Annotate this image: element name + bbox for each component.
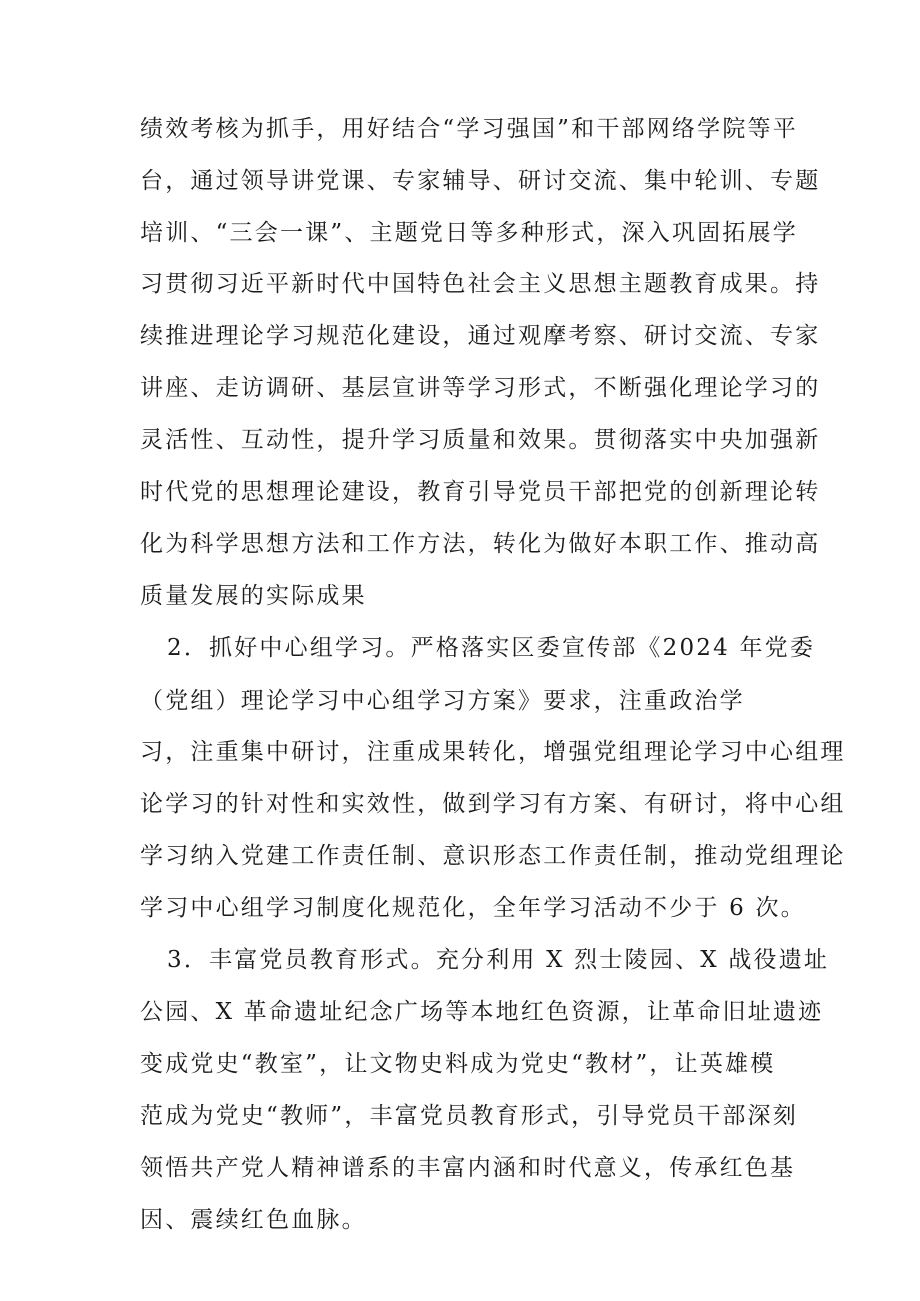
paragraph-2-line-2: （党组）理论学习中心组学习方案》要求，注重政治学 <box>140 688 745 714</box>
paragraph-1-line-1: 绩效考核为抓手，用好结合“学习强国”和干部网络学院等平 <box>140 116 798 142</box>
paragraph-2-line-3: 习，注重集中研讨，注重成果转化，增强党组理论学习中心组理 <box>140 739 846 765</box>
paragraph-1-line-6: 讲座、走访调研、基层宣讲等学习形式，不断强化理论学习的 <box>140 375 821 401</box>
paragraph-2-line-1: 2．抓好中心组学习。严格落实区委宣传部《2024 年党委 <box>167 635 816 661</box>
paragraph-3-line-2: 公园、X 革命遗址纪念广场等本地红色资源，让革命旧址遗迹 <box>140 999 824 1025</box>
paragraph-1-line-3: 培训、“三会一课”、主题党日等多种形式，深入巩固拓展学 <box>140 220 798 246</box>
paragraph-3-line-3: 变成党史“教室”，让文物史料成为党史“教材”，让英雄模 <box>140 1051 776 1077</box>
paragraph-3-line-6: 因、震续红色血脉。 <box>140 1207 367 1233</box>
paragraph-2-line-6: 学习中心组学习制度化规范化，全年学习活动不少于 6 次。 <box>140 895 806 921</box>
paragraph-3-line-4: 范成为党史“教师”，丰富党员教育形式，引导党员干部深刻 <box>140 1103 798 1129</box>
paragraph-1-line-8: 时代党的思想理论建设，教育引导党员干部把党的创新理论转 <box>140 479 821 505</box>
paragraph-3-line-1: 3．丰富党员教育形式。充分利用 X 烈士陵园、X 战役遗址 <box>167 947 830 973</box>
paragraph-1-line-2: 台，通过领导讲党课、专家辅导、研讨交流、集中轮训、专题 <box>140 168 821 194</box>
paragraph-3-line-5: 领悟共产党人精神谱系的丰富内涵和时代意义，传承红色基 <box>140 1155 796 1181</box>
paragraph-2-line-5: 学习纳入党建工作责任制、意识形态工作责任制，推动党组理论 <box>140 843 846 869</box>
paragraph-1-line-5: 续推进理论学习规范化建设，通过观摩考察、研讨交流、专家 <box>140 323 821 349</box>
paragraph-1-line-7: 灵活性、互动性，提升学习质量和效果。贯彻落实中央加强新 <box>140 427 821 453</box>
paragraph-2-line-4: 论学习的针对性和实效性，做到学习有方案、有研讨，将中心组 <box>140 791 846 817</box>
paragraph-1-line-9: 化为科学思想方法和工作方法，转化为做好本职工作、推动高 <box>140 531 821 557</box>
paragraph-1-line-10: 质量发展的实际成果 <box>140 583 367 609</box>
paragraph-1-line-4: 习贯彻习近平新时代中国特色社会主义思想主题教育成果。持 <box>140 271 821 297</box>
